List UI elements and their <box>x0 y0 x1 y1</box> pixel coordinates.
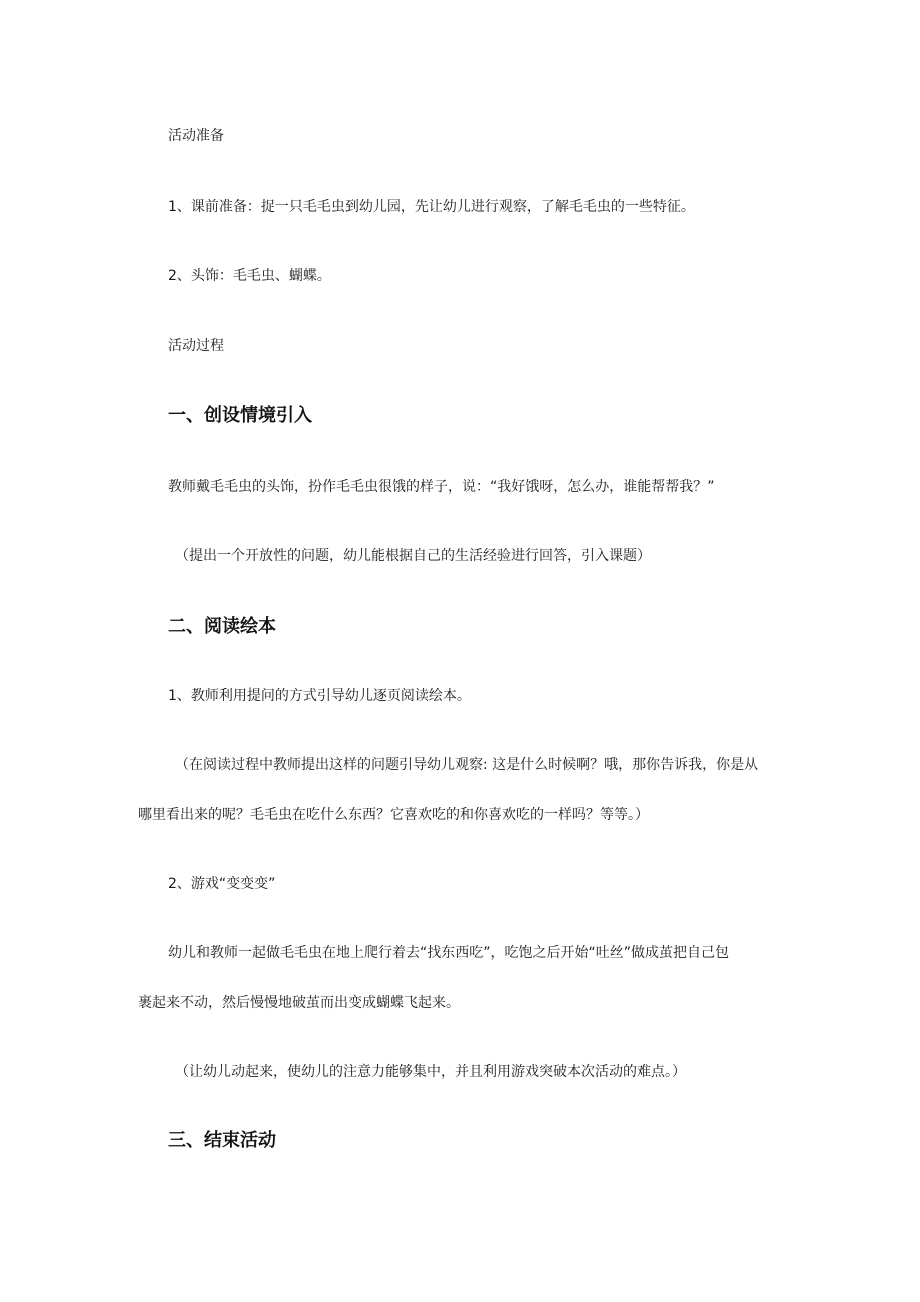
section-1-heading: 一、创设情境引入 <box>168 405 312 426</box>
process-title: 活动过程 <box>168 338 224 354</box>
section-1-paragraph: 教师戴毛毛虫的头饰，扮作毛毛虫很饿的样子，说：“我好饿呀，怎么办，谁能帮帮我？” <box>168 479 715 495</box>
section-2-note-1-line-1: （在阅读过程中教师提出这样的问题引导幼儿观察: 这是什么时候啊？哦，那你告诉我，你是从 <box>175 757 759 773</box>
section-2-item-2: 2、游戏“变变变” <box>168 876 276 892</box>
section-1-note: （提出一个开放性的问题，幼儿能根据自己的生活经验进行回答，引入课题） <box>175 548 651 564</box>
section-3-heading: 三、结束活动 <box>168 1130 276 1151</box>
section-2-item-1: 1、教师利用提问的方式引导幼儿逐页阅读绘本。 <box>168 688 471 704</box>
section-2-note-1-line-2: 哪里看出来的呢？毛毛虫在吃什么东西？它喜欢吃的和你喜欢吃的一样吗？等等。） <box>138 807 649 823</box>
section-2-note-2: （让幼儿动起来，使幼儿的注意力能够集中，并且利用游戏突破本次活动的难点。） <box>175 1064 686 1080</box>
section-2-heading: 二、阅读绘本 <box>168 616 276 637</box>
section-2-paragraph-line-1: 幼儿和教师一起做毛毛虫在地上爬行着去“找东西吃”，吃饱之后开始“吐丝”做成茧把自己包 <box>168 945 730 961</box>
prep-item-1: 1、课前准备：捉一只毛毛虫到幼儿园，先让幼儿进行观察，了解毛毛虫的一些特征。 <box>168 199 695 215</box>
prep-title: 活动准备 <box>168 128 224 144</box>
prep-item-2: 2、头饰：毛毛虫、蝴蝶。 <box>168 268 331 284</box>
section-2-paragraph-line-2: 裹起来不动，然后慢慢地破茧而出变成蝴蝶飞起来。 <box>138 995 460 1011</box>
